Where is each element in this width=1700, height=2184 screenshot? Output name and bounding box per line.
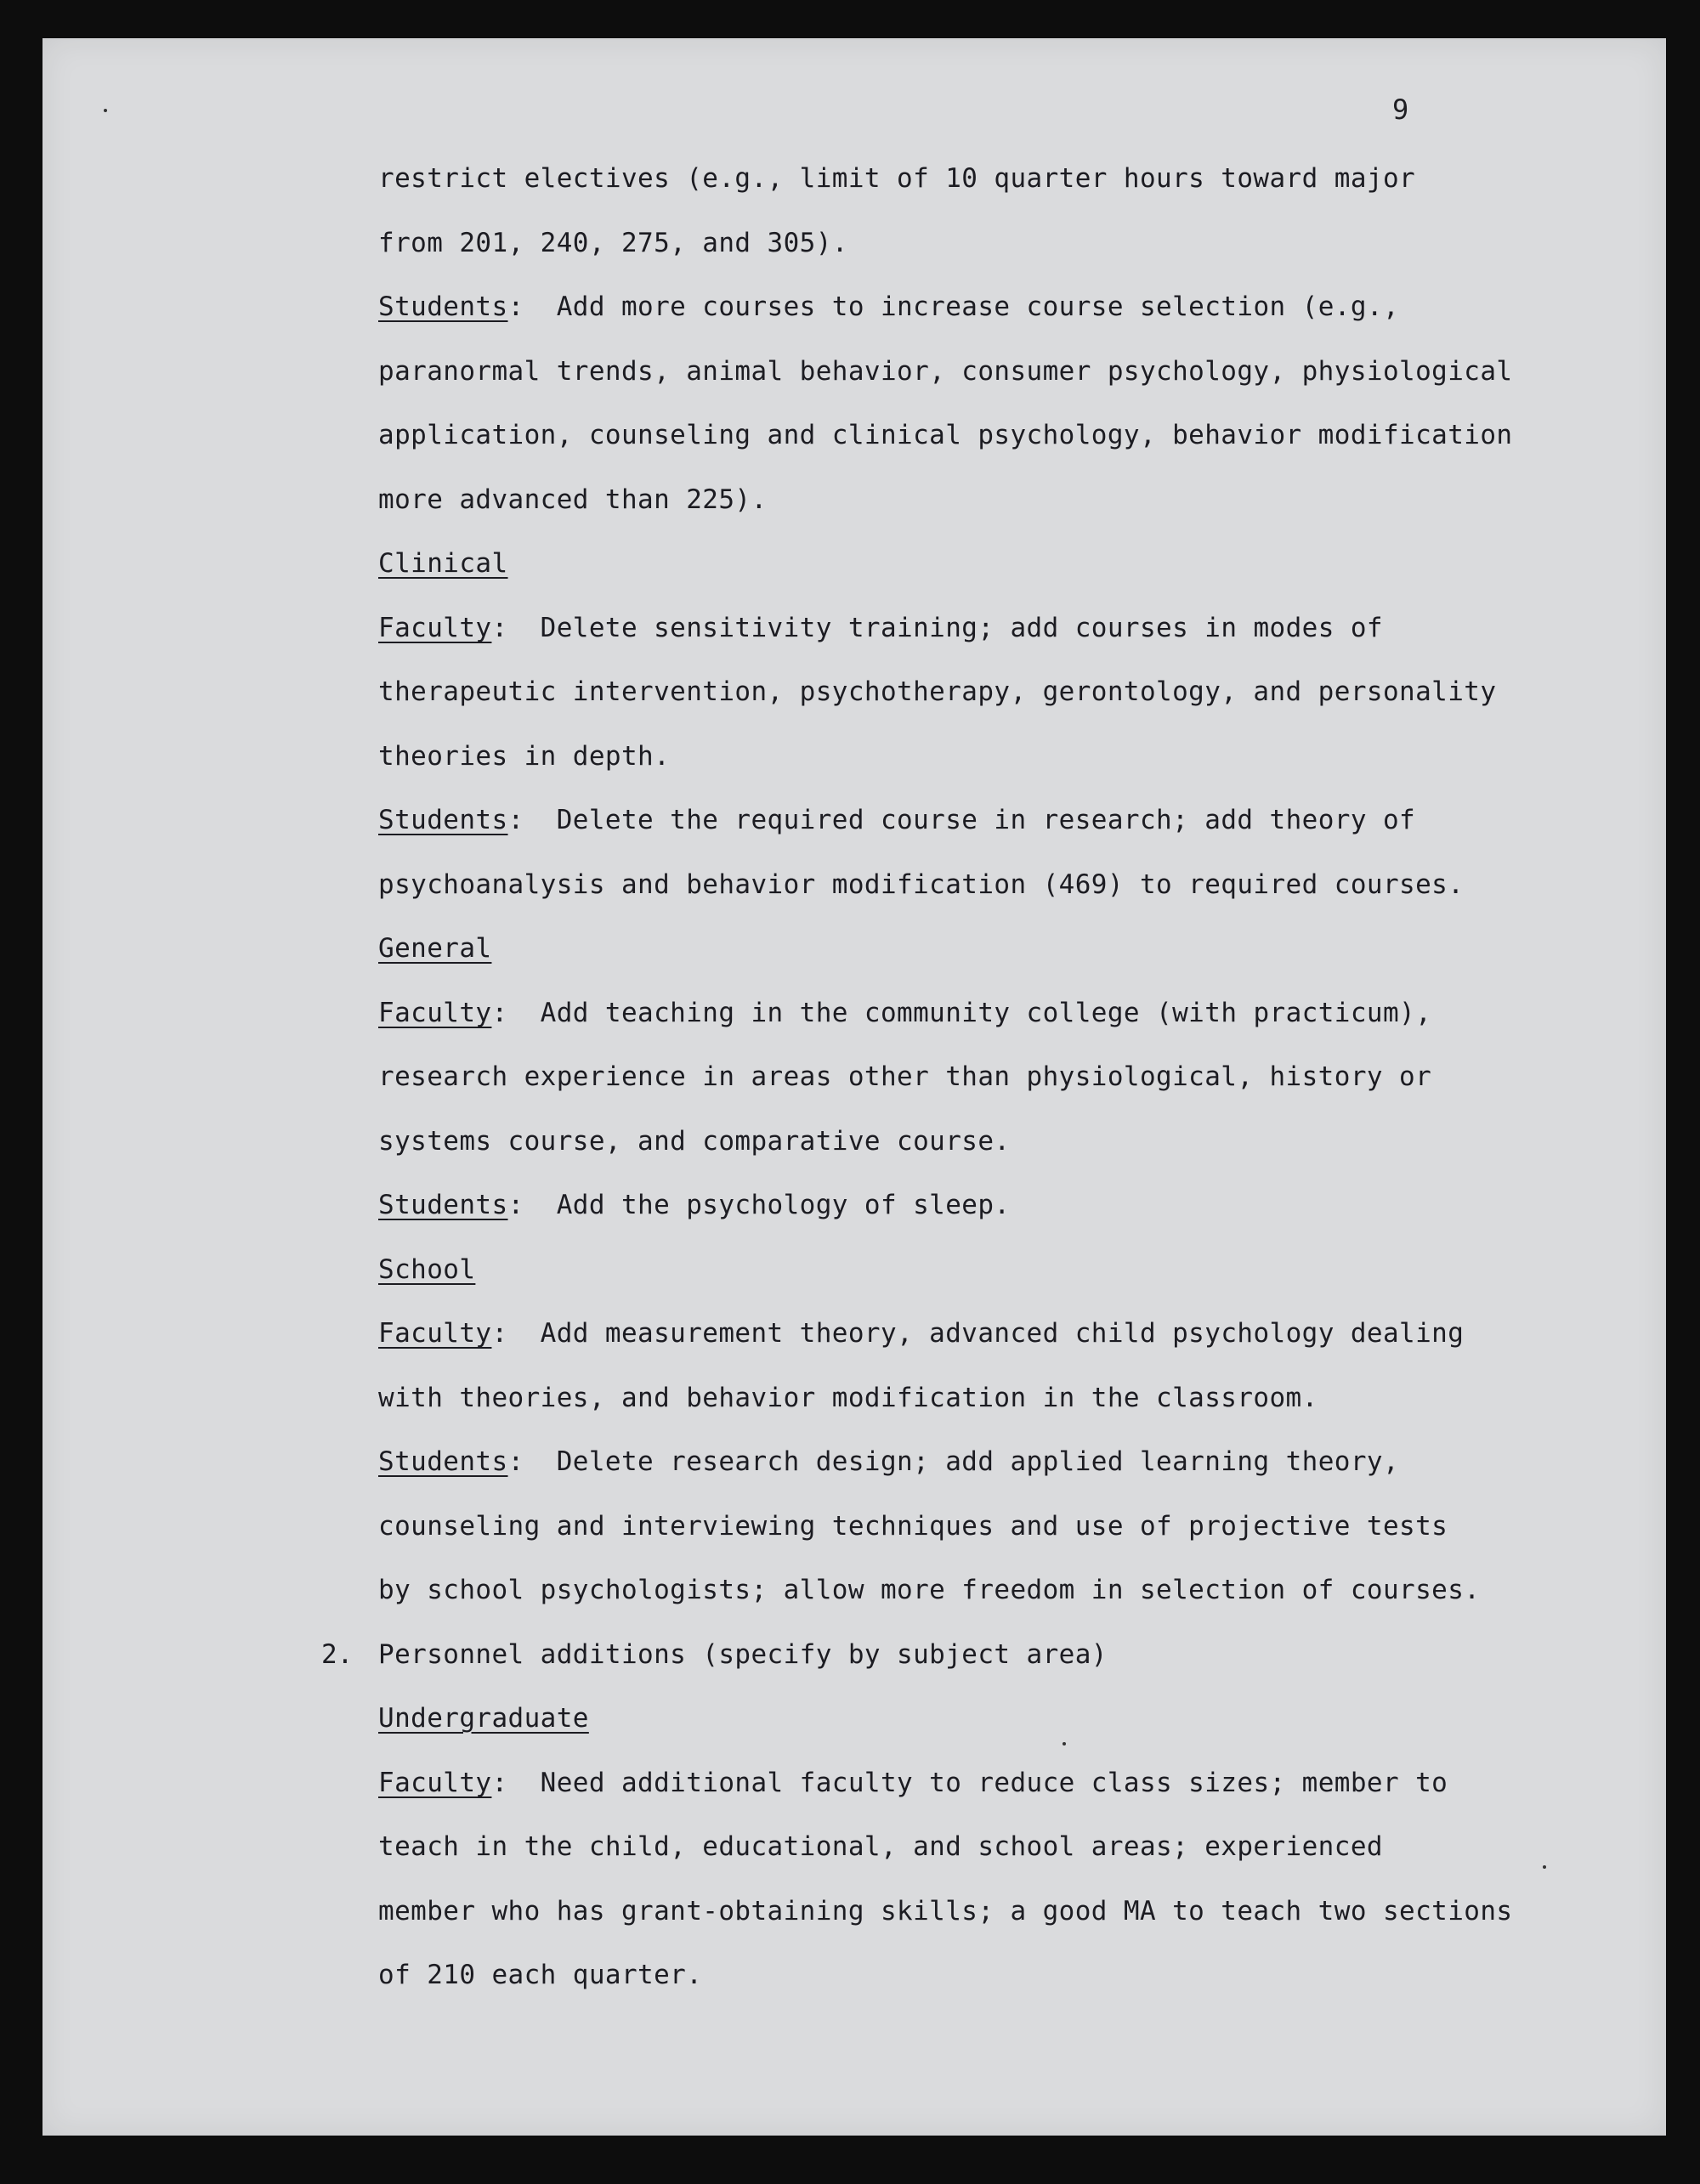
section-label: Students (378, 1446, 508, 1477)
line-text: research experience in areas other than physiological, history or (378, 1061, 1432, 1092)
line-text: more advanced than 225). (378, 484, 768, 515)
section-label: Faculty (378, 1318, 492, 1349)
labeled-line (378, 1445, 1399, 1479)
text-line (378, 1381, 1318, 1415)
text-line (378, 1573, 1480, 1607)
line-text: : Add teaching in the community college (with practicum), (491, 998, 1432, 1028)
section-label: Faculty (378, 1768, 492, 1798)
text-line (378, 226, 848, 260)
text-line (378, 868, 1464, 902)
scan-speck (104, 109, 107, 112)
text-line (378, 483, 768, 517)
text-line (378, 1060, 1431, 1094)
scan-speck (1062, 1742, 1066, 1746)
line-text: : Delete sensitivity training; add courses in modes of (491, 613, 1383, 643)
text-line (378, 1830, 1383, 1864)
labeled-line (378, 290, 1399, 324)
line-text: teach in the child, educational, and school areas; experienced (378, 1831, 1383, 1862)
labeled-line (378, 1766, 1448, 1800)
line-text: by school psychologists; allow more freedom in selection of courses. (378, 1575, 1481, 1605)
section-label: Students (378, 1190, 508, 1220)
line-text: : Need additional faculty to reduce class sizes; member to (491, 1768, 1448, 1798)
section-label: Faculty (378, 613, 492, 643)
line-text: systems course, and comparative course. (378, 1126, 1011, 1157)
line-text: restrict electives (e.g., limit of 10 quarter hours toward major (378, 163, 1416, 194)
section-label: Faculty (378, 998, 492, 1028)
page-number: 9 (1392, 93, 1409, 126)
list-number: 2. (321, 1639, 354, 1670)
section-label: General (378, 933, 492, 964)
labeled-line (378, 546, 508, 580)
text-line (378, 354, 1512, 388)
labeled-line (378, 1253, 475, 1287)
line-text: psychoanalysis and behavior modification (469) to required courses. (378, 869, 1465, 900)
line-text: counseling and interviewing techniques and use of projective tests (378, 1511, 1448, 1542)
line-text: from 201, 240, 275, and 305). (378, 228, 848, 258)
labeled-line (378, 996, 1431, 1030)
text-line (378, 739, 670, 773)
text-line (378, 161, 1415, 195)
labeled-line (378, 1188, 1011, 1222)
text-line (378, 675, 1496, 709)
labeled-line (378, 803, 1415, 837)
labeled-line (378, 1316, 1464, 1350)
line-text: with theories, and behavior modification in the classroom. (378, 1383, 1318, 1413)
line-text: member who has grant-obtaining skills; a good MA to teach two sections (378, 1896, 1513, 1927)
scan-speck (1543, 1865, 1546, 1869)
text-line (378, 1124, 1010, 1158)
text-line (378, 1638, 1108, 1672)
line-text: application, counseling and clinical psychology, behavior modification (378, 420, 1513, 450)
text-line (378, 1509, 1448, 1543)
section-label: School (378, 1254, 476, 1285)
labeled-line (378, 931, 491, 965)
line-text: theories in depth. (378, 741, 671, 772)
line-text: : Delete research design; add applied learning theory, (507, 1446, 1400, 1477)
section-label: Students (378, 291, 508, 322)
line-text: paranormal trends, animal behavior, consumer psychology, physiological (378, 356, 1513, 387)
section-label: Students (378, 805, 508, 835)
text-line (378, 1958, 702, 1992)
text-line (378, 418, 1512, 452)
labeled-line (378, 611, 1383, 645)
line-text: of 210 each quarter. (378, 1960, 703, 1990)
section-label: Undergraduate (378, 1703, 589, 1734)
section-label: Clinical (378, 548, 508, 579)
line-text: Personnel additions (specify by subject area) (378, 1639, 1108, 1670)
line-text: : Delete the required course in research; add theory of (507, 805, 1416, 835)
line-text: therapeutic intervention, psychotherapy, gerontology, and personality (378, 676, 1497, 707)
line-text: : Add the psychology of sleep. (507, 1190, 1011, 1220)
line-text: : Add more courses to increase course selection (e.g., (507, 291, 1400, 322)
text-line (378, 1894, 1512, 1928)
labeled-line (378, 1701, 589, 1735)
line-text: : Add measurement theory, advanced child psychology dealing (491, 1318, 1465, 1349)
